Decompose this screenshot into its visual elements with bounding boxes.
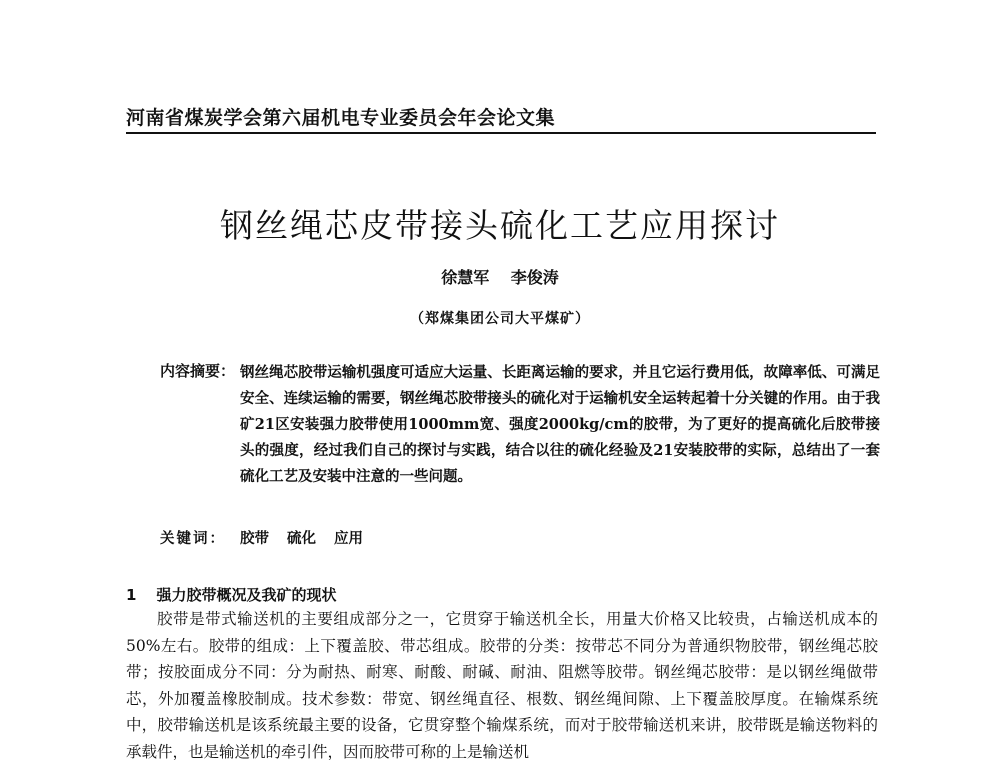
section-number: 1 [126,586,137,604]
running-header: 河南省煤炭学会第六届机电专业委员会年会论文集 [126,107,556,129]
section-paragraph: 胶带是带式输送机的主要组成部分之一，它贯穿于输送机全长，用量大价格又比较贵，占输送机成本的50%左右。胶带的组成：上下覆盖胶、带芯组成。胶带的分类：按带芯不同分为普通织物胶带，钢丝绳芯胶带；按胶面成分不同：分为耐热、耐寒、耐酸、耐碱、耐油、阻燃等胶带。钢丝绳芯胶带：是以钢丝绳做带芯，外加覆盖橡胶制成。技术参数：带宽、钢丝绳直径、根数、钢丝绳间隙、上下覆盖胶厚度。在输煤系统中，胶带输送机是该系统最主要的设备，它贯穿整个输煤系统，而对于胶带输送机来讲，胶带既是输送物料的承载件，也是输送机的牵引件，因而胶带可称的上是输送机 [126,610,878,760]
author-name: 徐慧军 [441,268,490,287]
keywords-label: 关键词： [160,531,226,547]
keyword: 硫化 [287,530,316,547]
section-heading [126,584,336,605]
abstract-text: 钢丝绳芯胶带运输机强度可适应大运量、长距离运输的要求，并且它运行费用低，故障率低、可满足安全、连续运输的需要，钢丝绳芯胶带接头的硫化对于运输机安全运转起着十分关键的作用。由于我矿21区安装强力胶带使用1000mm宽、强度2000kg/cm的胶带，为了更好的提高硫化后胶带接头的强度，经过我们自己的探讨与实践，结合以往的硫化经验及21安装胶带的实际，总结出了一套硫化工艺及安装中注意的一些问题。 [240,364,880,485]
keywords [160,527,381,548]
abstract-label: 内容摘要： [160,362,236,380]
section-title: 强力胶带概况及我矿的现状 [156,586,337,604]
keyword: 应用 [334,530,363,547]
keyword: 胶带 [240,530,269,547]
author-list [0,265,1000,288]
header-rule [126,132,876,134]
author-name: 李俊涛 [510,268,559,287]
paper-title: 钢丝绳芯皮带接头硫化工艺应用探讨 [220,206,780,245]
affiliation: （郑煤集团公司大平煤矿） [410,311,590,327]
